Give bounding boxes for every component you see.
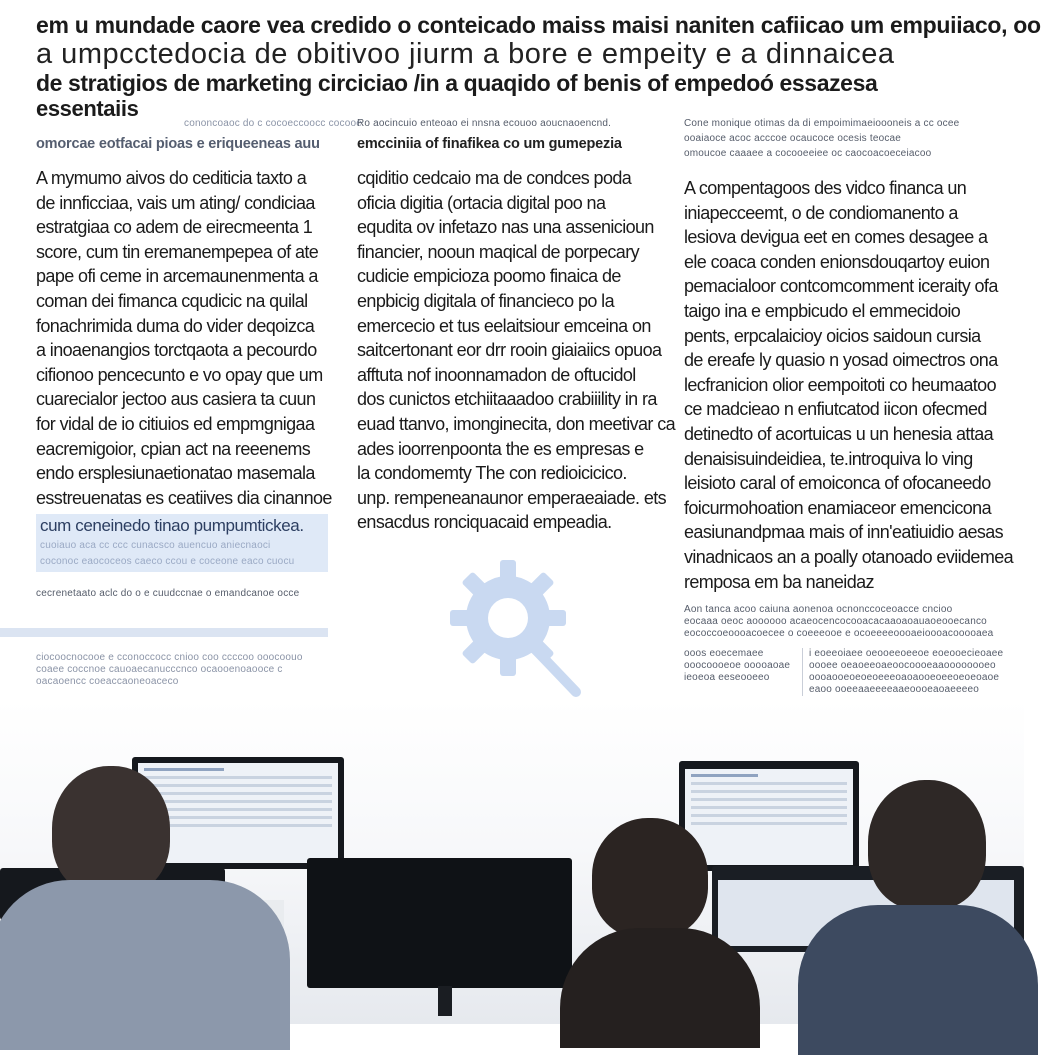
fineprint-line: ciocoocnocooe e cconoccocc cnioo coo ccccoo ooocoouo: [36, 652, 303, 663]
person-body: [798, 905, 1038, 1055]
body-line: ensacdus ronciquacaid empeadia.: [357, 512, 612, 533]
footnote-line: eococcoeoooacoecee o coeeeooe e ocoeeeeoooaeioooacooooaea: [684, 628, 994, 640]
table-cell: ieoeoa eeseooeeo: [684, 672, 770, 684]
person-head: [592, 818, 708, 938]
table-col-right: [802, 648, 1003, 696]
column-left-body: [36, 166, 332, 510]
body-line: de innficciaa, vais um ating/ condiciaa: [36, 192, 315, 213]
body-line: afftuta nof inoonnamadon de oftucidol: [357, 364, 636, 385]
table-cell: oooaooeoeoeoeeeoaoaooeoeeoeoeoaoe: [809, 672, 1000, 684]
fineprint-line: oacaoencc coeaccaoneoaceco: [36, 676, 179, 687]
body-line: coman dei fimanca cqudicic na quilal: [36, 290, 308, 311]
body-line: financier, nooun maqical de porpecary: [357, 241, 639, 262]
headline-line-3: de stratigios de marketing circiciao /in a quaqido of benis of empedoó essazesa: [36, 70, 878, 96]
body-line: ce madcieao n enfiutcatod iicon ofecmed: [684, 399, 987, 420]
column-left: [36, 118, 363, 600]
column-middle-subhead: emcciniia of finafikea co um gumepezia: [357, 136, 622, 152]
body-line: lesiova devigua eet en comes desagee a: [684, 227, 988, 248]
callout-caption: cuoiauo aca cc ccc cunacsco auencuo aniecnaoci: [40, 540, 271, 552]
body-line: eacremigoior, cpian act na reeenems: [36, 438, 311, 459]
body-line: a inoaenangios torctqaota a pecourdo: [36, 340, 317, 361]
body-line: oficia digitia (ortacia digital poo na: [357, 192, 606, 213]
column-left-kicker: cononcoaoc do c cocoeccoocc cocooe: [184, 118, 363, 129]
office-photo: [0, 700, 1024, 1024]
body-line: euad ttanvo, imonginecita, don meetivar ca: [357, 413, 676, 434]
body-line: esstreuenatas es ceatiives dia cinannoe: [36, 487, 332, 508]
body-line: emercecio et tus eelaitsiour emceina on: [357, 315, 651, 336]
body-line: cqiditio cedcaio ma de condces poda: [357, 168, 632, 188]
body-line: A mymumo aivos do cediticia taxto a: [36, 168, 307, 188]
body-line: dos cunictos etchiitaaadoo crabiiility in ra: [357, 389, 657, 410]
headline-line-1: em u mundade caore vea credido o conteicado maiss maisi naniten cafiicao um empuiiaco, oo: [36, 12, 1041, 38]
callout-box: [36, 514, 328, 572]
column-left-footnote: cecrenetaato aclc do o e cuudccnae o emandcanoe occe: [36, 588, 300, 600]
column-middle-kicker: Ro aocincuio enteoao ei nnsna ecouoo aoucnaoencnd.: [357, 118, 612, 129]
body-line: endo ersplesiunaetionatao masemala: [36, 463, 315, 484]
person-head: [52, 766, 170, 896]
column-right-table: [684, 648, 1004, 696]
callout-title: cum ceneinedo tinao pumpumtickea.: [40, 516, 304, 536]
column-left-fineprint: [36, 652, 328, 688]
table-cell: oooee oeaoeeoaeoocoooeaaoooooooeo: [809, 660, 996, 672]
footnote-line: eocaaa oeoc aoooooo acaeocencocooacacaaoaoauaoeooecanco: [684, 616, 987, 628]
body-line: foicurmohoation enamiaceor emencicona: [684, 497, 991, 518]
body-line: ele coaca conden enionsdouqartoy euion: [684, 251, 990, 272]
body-line: score, cum tin eremanempepea of ate: [36, 241, 319, 262]
person-body: [0, 880, 290, 1050]
column-middle: [357, 118, 676, 535]
body-line: vinadnicaos an a poally otanoado eviidemea: [684, 546, 1014, 567]
body-line: for vidal de io citiuios ed empmgnigaa: [36, 413, 315, 434]
body-line: cudicie empicioza poomo finaica de: [357, 266, 621, 287]
body-line: taigo ina e empbicudo el emmecidoio: [684, 300, 961, 321]
table-cell: i eoeeoiaee oeooeeoeeoe eoeooecieoaee: [809, 648, 1004, 660]
gear-magnifier-icon: [446, 556, 586, 696]
body-line: ades ioorrenpoonta the es empresas e: [357, 438, 644, 459]
table-cell: eaoo ooeeaaeeeeaaeoooeaoaeeeeo: [809, 684, 980, 696]
body-line: saitcertonant eor drr rooin giaiaiics opuoa: [357, 340, 662, 361]
body-line: detinedto of acortuicas u un henesia attaa: [684, 423, 994, 444]
body-line: denaisisuindeidiea, te.introquiva lo ving: [684, 448, 973, 469]
body-line: iniapecceemt, o de condiomanento a: [684, 202, 958, 223]
column-right: [684, 118, 1014, 696]
body-line: remposa em ba naneidaz: [684, 571, 874, 592]
body-line: easiunandpmaa mais of inn'eatiuidio aesas: [684, 522, 1004, 543]
column-right-kicker: Cone monique otimas da di empoimimaeioooneis a cc ocee: [684, 118, 960, 129]
table-cell: ooos eoecemaee: [684, 648, 764, 660]
body-line: de ereafe ly quasio n yosad oimectros ona: [684, 350, 998, 371]
table-col-left: [684, 648, 791, 696]
column-right-subhead-2: omoucoe caaaee a cocooeeiee oc caocoacoeceiacoo: [684, 148, 932, 159]
body-line: cifionoo pencecunto e vo opay que um: [36, 364, 323, 385]
body-line: estratgiaa co adem de eirecmeenta 1: [36, 217, 313, 238]
person-head: [868, 780, 986, 910]
monitor-screen: [685, 769, 853, 865]
body-line: la condomemty The con redioicicico.: [357, 463, 627, 484]
column-right-body: [684, 176, 1014, 594]
fineprint-line: coaee coccnoe cauoaecanucccnco ocaooenoaooce c: [36, 664, 283, 675]
column-middle-body: [357, 166, 676, 535]
body-line: pape ofi ceme in arcemaunenmenta a: [36, 266, 318, 287]
body-line: equdita ov infetazo nas una assenicioun: [357, 217, 654, 238]
footnote-line: Aon tanca acoo caiuna aonenoa ocnonccoceoacce cncioo: [684, 604, 953, 616]
column-left-subhead: omorcae eotfacai pioas e eriqueeneas auu: [36, 136, 320, 152]
body-line: cuarecialor jectoo aus casiera ta cuun: [36, 389, 316, 410]
body-line: lecfranicion olior eempoitoti co heumaatoo: [684, 374, 996, 395]
headline-line-2: a umpcctedocia de obitivoo jiurm a bore e empeity e a dinnaicea: [36, 38, 895, 70]
column-right-footnotes: [684, 604, 998, 640]
column-right-subhead: ooaiaoce acoc acccoe ocaucoce ocesis teocae: [684, 133, 902, 144]
table-cell: ooocoooeoe ooooaoae: [684, 660, 791, 672]
monitor: [307, 858, 572, 988]
callout-caption: coconoc eaococeos caeco ccou e coceone eaco cuocu: [40, 556, 295, 568]
body-line: pents, erpcalaicioy oicios saidoun cursia: [684, 325, 981, 346]
headline-line-4: essentaiis: [36, 96, 139, 121]
body-line: A compentagoos des vidco financa un: [684, 178, 967, 198]
body-line: fonachrimida duma do vider deqoizca: [36, 315, 315, 336]
monitor-stand: [438, 986, 452, 1016]
section-divider: [0, 628, 328, 637]
body-line: unp. rempeneanaunor emperaeaiade. ets: [357, 487, 667, 508]
body-line: pemacialoor contcomcomment iceraity ofa: [684, 276, 998, 297]
body-line: enpbicig digitala of financieco po la: [357, 290, 614, 311]
person-body: [560, 928, 760, 1048]
body-line: leisioto caral of emoiconca of ofocaneedo: [684, 473, 991, 494]
monitor: [679, 761, 859, 871]
